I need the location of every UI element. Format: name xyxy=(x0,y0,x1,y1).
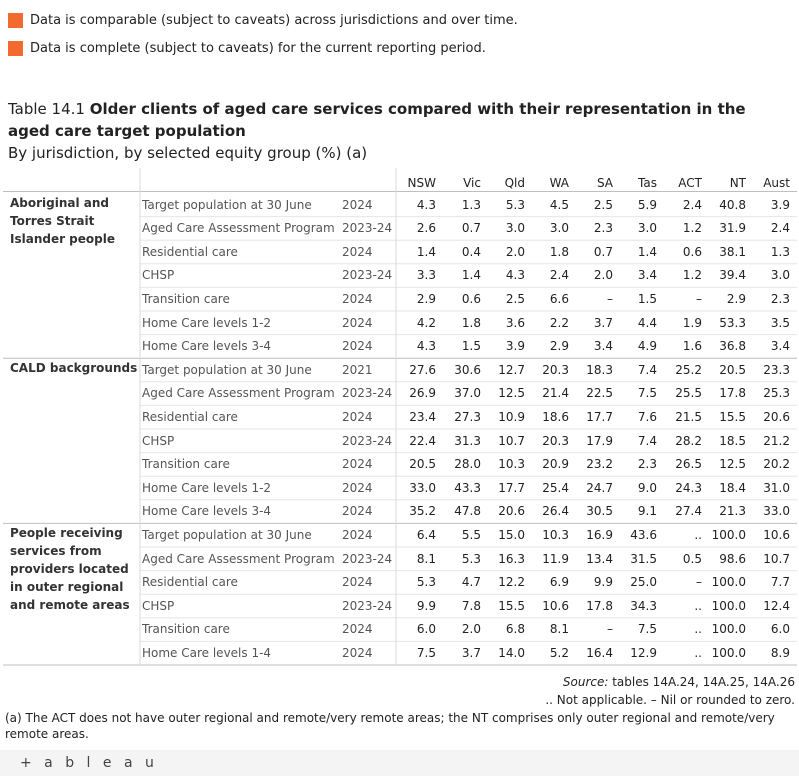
value-cell-vic: 2.0 xyxy=(461,622,481,637)
row-measure: Home Care levels 3-4 xyxy=(142,339,272,354)
value-cell-wa: 3.0 xyxy=(549,221,569,236)
value-cell-sa: 17.8 xyxy=(586,598,613,613)
value-cell-tas: 9.0 xyxy=(637,480,657,495)
value-cell-act: 25.5 xyxy=(675,386,702,401)
value-cell-vic: 0.7 xyxy=(461,221,481,236)
value-cell-act: 28.2 xyxy=(675,433,702,448)
row-measure: Target population at 30 June xyxy=(142,197,312,212)
value-cell-act: 1.6 xyxy=(682,339,702,354)
value-cell-nt: 39.4 xyxy=(719,268,746,283)
value-cell-nsw: 20.5 xyxy=(409,457,436,472)
row-measure: Residential care xyxy=(142,244,238,259)
row-measure: CHSP xyxy=(142,598,175,613)
row-year: 2024 xyxy=(342,244,373,259)
column-header-sa: SA xyxy=(596,176,613,190)
value-cell-sa: 18.3 xyxy=(586,362,613,377)
value-cell-tas: 43.6 xyxy=(630,527,657,542)
value-cell-tas: 4.4 xyxy=(637,315,657,330)
value-cell-aust: 20.2 xyxy=(763,457,790,472)
value-cell-sa: – xyxy=(607,291,613,306)
row-measure: Residential care xyxy=(142,409,238,424)
value-cell-tas: 1.5 xyxy=(637,291,657,306)
row-year: 2023-24 xyxy=(342,386,393,401)
row-year: 2023-24 xyxy=(342,268,393,283)
value-cell-vic: 47.8 xyxy=(454,504,481,519)
row-year: 2021 xyxy=(342,362,373,377)
value-cell-qld: 12.2 xyxy=(498,575,525,590)
value-cell-act: 0.5 xyxy=(682,551,702,566)
value-cell-qld: 17.7 xyxy=(498,480,525,495)
row-measure: CHSP xyxy=(142,268,175,283)
value-cell-vic: 31.3 xyxy=(454,433,481,448)
value-cell-nt: 100.0 xyxy=(711,527,746,542)
value-cell-aust: 10.6 xyxy=(763,527,790,542)
row-measure: Transition care xyxy=(142,291,230,306)
value-cell-qld: 3.9 xyxy=(505,339,525,354)
value-cell-sa: 16.4 xyxy=(586,645,613,660)
value-cell-act: – xyxy=(696,291,702,306)
value-cell-nsw: 4.3 xyxy=(416,339,436,354)
value-cell-wa: 2.9 xyxy=(549,339,569,354)
column-header-qld: Qld xyxy=(504,176,525,190)
value-cell-qld: 12.5 xyxy=(498,386,525,401)
legend-text: Data is complete (subject to caveats) for the current reporting period. xyxy=(30,41,486,56)
row-year: 2024 xyxy=(342,622,373,637)
value-cell-vic: 27.3 xyxy=(454,409,481,424)
column-header-aust: Aust xyxy=(763,176,790,190)
value-cell-vic: 5.5 xyxy=(461,527,481,542)
value-cell-tas: 31.5 xyxy=(630,551,657,566)
value-cell-qld: 10.7 xyxy=(498,433,525,448)
value-cell-qld: 20.6 xyxy=(498,504,525,519)
value-cell-sa: 13.4 xyxy=(586,551,613,566)
row-year: 2024 xyxy=(342,291,373,306)
group-label: People receiving services from providers located in outer regional and remote areas xyxy=(10,526,130,613)
value-cell-aust: 3.9 xyxy=(770,197,790,212)
value-cell-qld: 3.0 xyxy=(505,221,525,236)
value-cell-aust: 25.3 xyxy=(763,386,790,401)
source-label: Source: xyxy=(562,675,609,689)
value-cell-act: 26.5 xyxy=(675,457,702,472)
value-cell-vic: 5.3 xyxy=(461,551,481,566)
value-cell-aust: 1.3 xyxy=(770,244,790,259)
value-cell-nt: 100.0 xyxy=(711,622,746,637)
column-header-nt: NT xyxy=(729,176,746,190)
value-cell-nt: 100.0 xyxy=(711,598,746,613)
value-cell-vic: 1.3 xyxy=(461,197,481,212)
value-cell-sa: – xyxy=(607,622,613,637)
table-subtitle: By jurisdiction, by selected equity group (%) (a) xyxy=(8,144,368,162)
value-cell-sa: 2.0 xyxy=(593,268,613,283)
value-cell-nt: 100.0 xyxy=(711,645,746,660)
value-cell-vic: 28.0 xyxy=(454,457,481,472)
value-cell-aust: 12.4 xyxy=(763,598,790,613)
value-cell-nt: 31.9 xyxy=(719,221,746,236)
value-cell-act: 1.2 xyxy=(682,268,702,283)
value-cell-tas: 5.9 xyxy=(637,197,657,212)
table-title xyxy=(8,98,788,142)
value-cell-nt: 38.1 xyxy=(719,244,746,259)
value-cell-qld: 15.0 xyxy=(498,527,525,542)
value-cell-aust: 23.3 xyxy=(763,362,790,377)
value-cell-act: 1.2 xyxy=(682,221,702,236)
row-year: 2023-24 xyxy=(342,551,393,566)
value-cell-nsw: 35.2 xyxy=(409,504,436,519)
row-year: 2024 xyxy=(342,457,373,472)
value-cell-aust: 31.0 xyxy=(763,480,790,495)
value-cell-vic: 0.6 xyxy=(461,291,481,306)
symbols-legend: .. Not applicable. – Nil or rounded to zero. xyxy=(545,693,795,707)
value-cell-tas: 7.4 xyxy=(637,433,657,448)
row-measure: Aged Care Assessment Program xyxy=(142,386,335,401)
value-cell-sa: 0.7 xyxy=(593,244,613,259)
value-cell-wa: 1.8 xyxy=(549,244,569,259)
source-line xyxy=(563,675,795,690)
value-cell-act: 2.4 xyxy=(682,197,702,212)
value-cell-vic: 3.7 xyxy=(461,645,481,660)
value-cell-nt: 21.3 xyxy=(719,504,746,519)
group-label: CALD backgrounds xyxy=(10,361,138,376)
value-cell-aust: 33.0 xyxy=(763,504,790,519)
value-cell-nt: 17.8 xyxy=(719,386,746,401)
value-cell-nsw: 27.6 xyxy=(409,362,436,377)
value-cell-wa: 2.4 xyxy=(549,268,569,283)
value-cell-aust: 3.0 xyxy=(770,268,790,283)
value-cell-nt: 53.3 xyxy=(719,315,746,330)
column-header-nsw: NSW xyxy=(407,176,436,190)
value-cell-aust: 20.6 xyxy=(763,409,790,424)
value-cell-qld: 5.3 xyxy=(505,197,525,212)
row-year: 2023-24 xyxy=(342,433,393,448)
value-cell-nsw: 8.1 xyxy=(416,551,436,566)
value-cell-act: 27.4 xyxy=(675,504,702,519)
value-cell-vic: 37.0 xyxy=(454,386,481,401)
value-cell-act: .. xyxy=(694,645,702,660)
value-cell-nsw: 2.9 xyxy=(416,291,436,306)
value-cell-nsw: 4.2 xyxy=(416,315,436,330)
value-cell-act: 1.9 xyxy=(682,315,702,330)
value-cell-sa: 2.5 xyxy=(593,197,613,212)
value-cell-act: .. xyxy=(694,622,702,637)
value-cell-sa: 17.7 xyxy=(586,409,613,424)
table-number: Table 14.1 xyxy=(8,100,90,118)
source-text: tables 14A.24, 14A.25, 14A.26 xyxy=(608,675,795,689)
row-measure: Home Care levels 3-4 xyxy=(142,504,272,519)
value-cell-wa: 6.6 xyxy=(549,291,569,306)
value-cell-aust: 3.5 xyxy=(770,315,790,330)
value-cell-vic: 1.8 xyxy=(461,315,481,330)
value-cell-nt: 20.5 xyxy=(719,362,746,377)
value-cell-tas: 3.4 xyxy=(637,268,657,283)
table-title-text: Older clients of aged care services compared with their representation in the aged care target population xyxy=(8,100,746,140)
value-cell-sa: 30.5 xyxy=(586,504,613,519)
value-cell-nt: 12.5 xyxy=(719,457,746,472)
value-cell-nsw: 7.5 xyxy=(416,645,436,660)
value-cell-qld: 10.9 xyxy=(498,409,525,424)
value-cell-wa: 20.9 xyxy=(542,457,569,472)
value-cell-nt: 100.0 xyxy=(711,575,746,590)
value-cell-sa: 2.3 xyxy=(593,221,613,236)
row-measure: Aged Care Assessment Program xyxy=(142,551,335,566)
row-measure: Transition care xyxy=(142,622,230,637)
row-measure: Target population at 30 June xyxy=(142,362,312,377)
value-cell-nt: 2.9 xyxy=(726,291,746,306)
row-year: 2024 xyxy=(342,197,373,212)
value-cell-aust: 3.4 xyxy=(770,339,790,354)
value-cell-act: .. xyxy=(694,527,702,542)
value-cell-wa: 5.2 xyxy=(549,645,569,660)
value-cell-sa: 3.4 xyxy=(593,339,613,354)
row-year: 2024 xyxy=(342,645,373,660)
row-year: 2024 xyxy=(342,409,373,424)
value-cell-vic: 1.5 xyxy=(461,339,481,354)
value-cell-aust: 8.9 xyxy=(770,645,790,660)
row-year: 2024 xyxy=(342,315,373,330)
value-cell-tas: 34.3 xyxy=(630,598,657,613)
value-cell-act: 0.6 xyxy=(682,244,702,259)
row-year: 2023-24 xyxy=(342,598,393,613)
value-cell-vic: 43.3 xyxy=(454,480,481,495)
value-cell-wa: 4.5 xyxy=(549,197,569,212)
value-cell-nt: 18.5 xyxy=(719,433,746,448)
value-cell-act: 25.2 xyxy=(675,362,702,377)
value-cell-nsw: 22.4 xyxy=(409,433,436,448)
value-cell-qld: 12.7 xyxy=(498,362,525,377)
value-cell-nt: 98.6 xyxy=(719,551,746,566)
value-cell-wa: 6.9 xyxy=(549,575,569,590)
value-cell-tas: 3.0 xyxy=(637,221,657,236)
column-header-tas: Tas xyxy=(638,176,657,190)
footnote: (a) The ACT does not have outer regional and remote/very remote areas; the NT comprises only outer regional and remote/very remote areas. xyxy=(5,711,775,741)
value-cell-aust: 2.3 xyxy=(770,291,790,306)
value-cell-aust: 21.2 xyxy=(763,433,790,448)
value-cell-qld: 14.0 xyxy=(498,645,525,660)
row-measure: CHSP xyxy=(142,433,175,448)
value-cell-nsw: 4.3 xyxy=(416,197,436,212)
row-year: 2024 xyxy=(342,480,373,495)
value-cell-wa: 26.4 xyxy=(542,504,569,519)
value-cell-tas: 1.4 xyxy=(637,244,657,259)
row-measure: Aged Care Assessment Program xyxy=(142,221,335,236)
value-cell-wa: 10.3 xyxy=(542,527,569,542)
value-cell-tas: 2.3 xyxy=(637,457,657,472)
value-cell-qld: 4.3 xyxy=(505,268,525,283)
value-cell-sa: 9.9 xyxy=(593,575,613,590)
value-cell-tas: 7.5 xyxy=(637,386,657,401)
row-year: 2023-24 xyxy=(342,221,393,236)
legend-text: Data is comparable (subject to caveats) across jurisdictions and over time. xyxy=(30,13,518,28)
value-cell-nsw: 1.4 xyxy=(416,244,436,259)
value-cell-nsw: 23.4 xyxy=(409,409,436,424)
value-cell-nsw: 9.9 xyxy=(416,598,436,613)
value-cell-qld: 10.3 xyxy=(498,457,525,472)
column-header-vic: Vic xyxy=(463,176,481,190)
row-measure: Transition care xyxy=(142,457,230,472)
value-cell-vic: 30.6 xyxy=(454,362,481,377)
value-cell-aust: 10.7 xyxy=(763,551,790,566)
row-year: 2024 xyxy=(342,527,373,542)
row-measure: Residential care xyxy=(142,575,238,590)
value-cell-wa: 2.2 xyxy=(549,315,569,330)
value-cell-vic: 0.4 xyxy=(461,244,481,259)
legend-swatch xyxy=(8,41,23,56)
legend-swatch xyxy=(8,13,23,28)
value-cell-act: .. xyxy=(694,598,702,613)
row-year: 2024 xyxy=(342,575,373,590)
value-cell-aust: 7.7 xyxy=(770,575,790,590)
value-cell-tas: 12.9 xyxy=(630,645,657,660)
value-cell-aust: 6.0 xyxy=(770,622,790,637)
value-cell-nt: 36.8 xyxy=(719,339,746,354)
value-cell-nt: 18.4 xyxy=(719,480,746,495)
value-cell-nsw: 3.3 xyxy=(416,268,436,283)
value-cell-qld: 6.8 xyxy=(505,622,525,637)
value-cell-nsw: 26.9 xyxy=(409,386,436,401)
value-cell-qld: 2.0 xyxy=(505,244,525,259)
value-cell-wa: 18.6 xyxy=(542,409,569,424)
value-cell-tas: 7.6 xyxy=(637,409,657,424)
value-cell-act: – xyxy=(696,575,702,590)
value-cell-nsw: 5.3 xyxy=(416,575,436,590)
value-cell-vic: 4.7 xyxy=(461,575,481,590)
value-cell-act: 24.3 xyxy=(675,480,702,495)
value-cell-qld: 16.3 xyxy=(498,551,525,566)
value-cell-qld: 15.5 xyxy=(498,598,525,613)
value-cell-sa: 16.9 xyxy=(586,527,613,542)
value-cell-sa: 3.7 xyxy=(593,315,613,330)
value-cell-vic: 7.8 xyxy=(461,598,481,613)
row-year: 2024 xyxy=(342,504,373,519)
value-cell-nt: 40.8 xyxy=(719,197,746,212)
row-measure: Home Care levels 1-2 xyxy=(142,315,272,330)
value-cell-wa: 10.6 xyxy=(542,598,569,613)
value-cell-aust: 2.4 xyxy=(770,221,790,236)
column-header-act: ACT xyxy=(678,176,702,190)
value-cell-wa: 8.1 xyxy=(549,622,569,637)
value-cell-nsw: 6.0 xyxy=(416,622,436,637)
value-cell-nsw: 2.6 xyxy=(416,221,436,236)
value-cell-qld: 3.6 xyxy=(505,315,525,330)
row-measure: Home Care levels 1-4 xyxy=(142,645,272,660)
value-cell-tas: 7.4 xyxy=(637,362,657,377)
value-cell-wa: 25.4 xyxy=(542,480,569,495)
value-cell-wa: 11.9 xyxy=(542,551,569,566)
value-cell-vic: 1.4 xyxy=(461,268,481,283)
value-cell-sa: 17.9 xyxy=(586,433,613,448)
row-measure: Home Care levels 1-2 xyxy=(142,480,272,495)
value-cell-nt: 15.5 xyxy=(719,409,746,424)
value-cell-wa: 20.3 xyxy=(542,362,569,377)
value-cell-sa: 24.7 xyxy=(586,480,613,495)
value-cell-tas: 9.1 xyxy=(637,504,657,519)
value-cell-qld: 2.5 xyxy=(505,291,525,306)
column-header-wa: WA xyxy=(549,176,569,190)
row-measure: Target population at 30 June xyxy=(142,527,312,542)
value-cell-tas: 7.5 xyxy=(637,622,657,637)
group-label: Aboriginal and Torres Strait Islander people xyxy=(10,196,115,246)
row-year: 2024 xyxy=(342,339,373,354)
value-cell-wa: 21.4 xyxy=(542,386,569,401)
value-cell-sa: 22.5 xyxy=(586,386,613,401)
value-cell-act: 21.5 xyxy=(675,409,702,424)
value-cell-sa: 23.2 xyxy=(586,457,613,472)
value-cell-nsw: 33.0 xyxy=(409,480,436,495)
value-cell-nsw: 6.4 xyxy=(416,527,436,542)
value-cell-tas: 25.0 xyxy=(630,575,657,590)
value-cell-tas: 4.9 xyxy=(637,339,657,354)
value-cell-wa: 20.3 xyxy=(542,433,569,448)
tableau-logo[interactable]: + a b l e a u xyxy=(20,755,158,771)
